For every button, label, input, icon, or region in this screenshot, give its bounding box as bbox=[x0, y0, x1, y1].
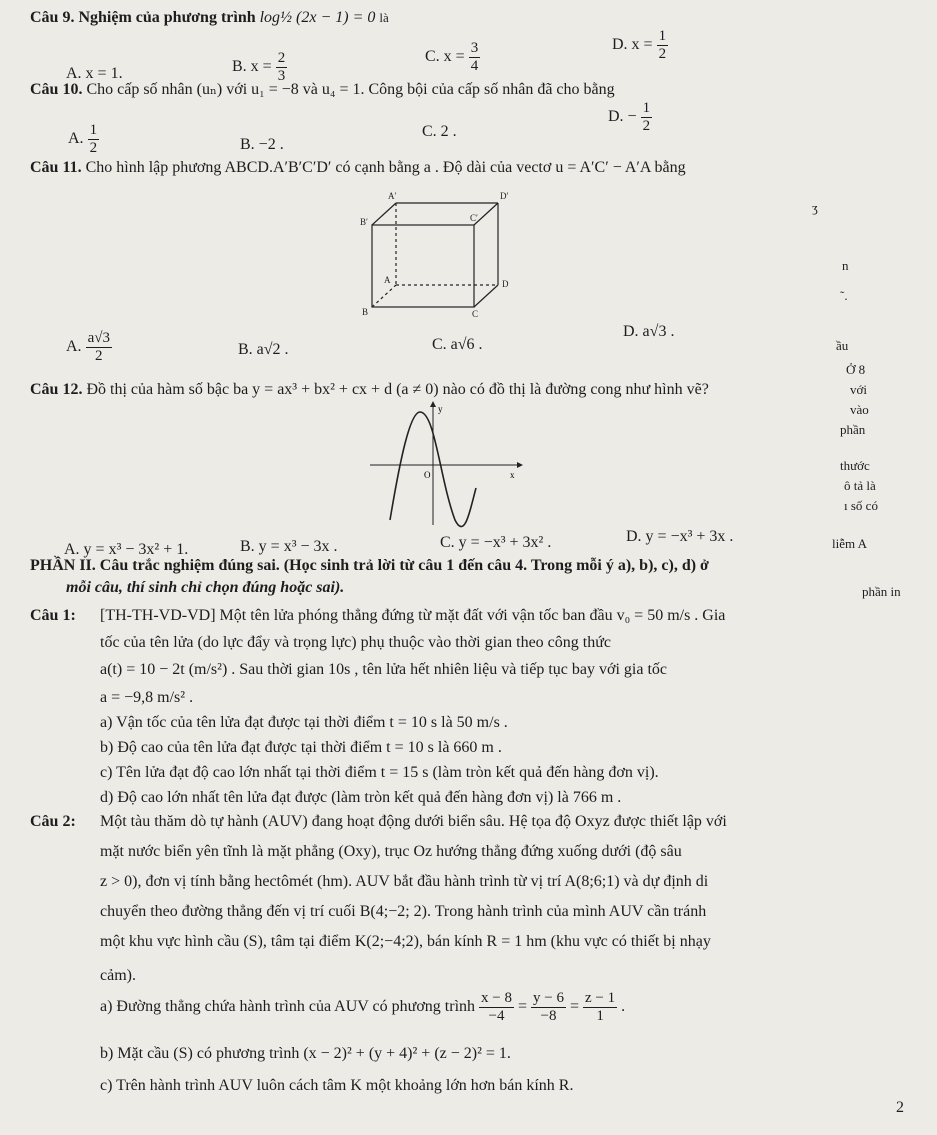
q9-option-d[interactable] bbox=[612, 28, 668, 63]
c2-fraction-x: $\frac{x - 8}{-4}$ bbox=[481, 990, 512, 1024]
q12-option-b[interactable]: B. y = x³ − 3x . bbox=[240, 538, 338, 555]
c1-line: a(t) = 10 − 2t (m/s²) . Sau thời gian 10s , tên lửa hết nhiên liệu và tiếp tục bay với gia tốc bbox=[100, 661, 667, 678]
margin-fragment: ầu bbox=[836, 338, 849, 353]
margin-fragment: phần in bbox=[862, 584, 901, 599]
q9-suffix: là bbox=[379, 10, 389, 25]
q11-option-c[interactable]: C. a√6 . bbox=[432, 336, 483, 353]
q11-option-d[interactable]: D. a√3 . bbox=[623, 323, 675, 340]
margin-fragment: ô tả là bbox=[844, 478, 876, 493]
q10-label: Câu 10. bbox=[30, 81, 83, 98]
c2-statement-a[interactable]: a) Đường thẳng chứa hành trình của AUV có phương trình $\frac{x - 8}{-4}$ = $\frac{y - 6}{-8}$ = $\frac{z - 1}{1}$ . bbox=[100, 990, 626, 1024]
c1-label: Câu 1: bbox=[30, 607, 76, 624]
margin-fragment: liễm A bbox=[832, 536, 868, 551]
c1-line: a = −9,8 m/s² . bbox=[100, 689, 194, 706]
graph-y-label: y bbox=[438, 404, 443, 414]
q12-option-c[interactable]: C. y = −x³ + 3x² . bbox=[440, 534, 552, 551]
q9-text: Nghiệm của phương trình bbox=[78, 9, 256, 26]
cube-label-c: C bbox=[472, 309, 479, 319]
q11-stem bbox=[30, 158, 686, 178]
q11-option-a-fraction: $\frac{a√3}{2}$ bbox=[87, 330, 110, 364]
c2-statement-b[interactable]: b) Mặt cầu (S) có phương trình (x − 2)² + (y + 4)² + (z − 2)² = 1. bbox=[100, 1045, 511, 1062]
part2-heading-cont: mỗi câu, thí sinh chỉ chọn đúng hoặc sai). bbox=[66, 579, 345, 596]
q12-text: Đồ thị của hàm số bậc ba y = ax³ + bx² + cx + d (a ≠ 0) nào có đồ thị là đường cong như hình vẽ? bbox=[86, 381, 709, 398]
q9-option-d-prefix: D. x = bbox=[612, 36, 653, 54]
q10-option-d-fraction: $\frac{1}{2}$ bbox=[642, 100, 651, 134]
margin-fragment: Ở 8 bbox=[846, 362, 866, 377]
q10-option-d[interactable] bbox=[608, 100, 652, 135]
page-number: 2 bbox=[896, 1099, 904, 1116]
c2-line: mặt nước biển yên tĩnh là mặt phẳng (Oxy), trục Oz hướng thẳng đứng xuống dưới (độ sâu bbox=[100, 843, 682, 860]
q11-text: Cho hình lập phương ABCD.A′B′C′D′ có cạnh bằng a . Độ dài của vectơ u = A′C′ − A′A bằng bbox=[85, 159, 686, 176]
q9-label: Câu 9. bbox=[30, 9, 75, 26]
c2-statement-a-text: a) Đường thẳng chứa hành trình của AUV có phương trình bbox=[100, 998, 476, 1016]
margin-fragment: thước bbox=[840, 458, 870, 473]
q9-option-c-fraction: $\frac{3}{4}$ bbox=[470, 40, 479, 74]
c1-statement-d[interactable]: d) Độ cao lớn nhất tên lửa đạt được (làm tròn kết quả đến hàng đơn vị) là 766 m . bbox=[100, 789, 622, 806]
q10-option-a-prefix: A. bbox=[68, 130, 84, 148]
c2-line: Một tàu thăm dò tự hành (AUV) đang hoạt động dưới biển sâu. Hệ tọa độ Oxyz được thiết lập với bbox=[100, 813, 727, 830]
q9-option-a[interactable]: A. x = 1. bbox=[66, 65, 123, 82]
cube-label-a: A bbox=[384, 275, 391, 285]
q9-option-c[interactable] bbox=[425, 40, 480, 75]
cube-label-a-prime: A′ bbox=[388, 191, 397, 201]
part2-heading: PHẦN II. Câu trắc nghiệm đúng sai. (Học sinh trả lời từ câu 1 đến câu 4. Trong mỗi ý a), b), c), d) ở bbox=[30, 557, 709, 574]
c1-statement-a[interactable]: a) Vận tốc của tên lửa đạt được tại thời điểm t = 10 s là 50 m/s . bbox=[100, 714, 508, 731]
q10-option-a[interactable] bbox=[68, 122, 99, 157]
q12-option-a[interactable]: A. y = x³ − 3x² + 1. bbox=[64, 541, 189, 558]
q10-option-c[interactable]: C. 2 . bbox=[422, 123, 457, 140]
cube-front-face bbox=[372, 225, 474, 307]
q12-option-d[interactable]: D. y = −x³ + 3x . bbox=[626, 528, 734, 545]
q10-option-b[interactable]: B. −2 . bbox=[240, 136, 284, 153]
graph-x-label: x bbox=[510, 470, 515, 480]
c2-line: chuyển theo đường thẳng đến vị trí cuối B(4;−2; 2). Trong hành trình của mình AUV cần tránh bbox=[100, 903, 707, 920]
margin-fragment: phần bbox=[840, 422, 866, 437]
c2-label: Câu 2: bbox=[30, 813, 76, 830]
c2-fraction-y: $\frac{y - 6}{-8}$ bbox=[533, 990, 564, 1024]
c2-line: z > 0), đơn vị tính bằng hectômét (hm). AUV bắt đầu hành trình từ vị trí A(8;6;1) và dự định di bbox=[100, 873, 709, 890]
q11-option-a-prefix: A. bbox=[66, 338, 82, 356]
c2-line: một khu vực hình cầu (S), tâm tại điểm K(2;−4;2), bán kính R = 1 hm (khu vực có thiết bị nhạy bbox=[100, 933, 711, 950]
c1-statement-b[interactable]: b) Độ cao của tên lửa đạt được tại thời điểm t = 10 s là 660 m . bbox=[100, 739, 502, 756]
q9-option-b-fraction: $\frac{2}{3}$ bbox=[277, 50, 286, 84]
margin-fragment: với bbox=[850, 382, 867, 397]
graph-origin-label: O bbox=[424, 470, 431, 480]
margin-fragment: ʒ bbox=[812, 200, 818, 215]
cube-label-c-prime: C′ bbox=[470, 213, 478, 223]
q12-stem bbox=[30, 380, 709, 400]
q9-option-d-fraction: $\frac{1}{2}$ bbox=[658, 28, 667, 62]
c2-fraction-z: $\frac{z - 1}{1}$ bbox=[585, 990, 616, 1024]
q10-option-a-fraction: $\frac{1}{2}$ bbox=[89, 122, 98, 156]
cube-figure bbox=[330, 185, 530, 325]
q11-option-b[interactable]: B. a√2 . bbox=[238, 341, 289, 358]
q12-label: Câu 12. bbox=[30, 381, 83, 398]
c2-line: cảm). bbox=[100, 967, 136, 984]
q9-option-c-prefix: C. x = bbox=[425, 48, 465, 66]
c1-statement-c[interactable]: c) Tên lửa đạt độ cao lớn nhất tại thời điểm t = 15 s (làm tròn kết quả đến hàng đơn vị). bbox=[100, 764, 659, 781]
c2-statement-c[interactable]: c) Trên hành trình AUV luôn cách tâm K một khoảng lớn hơn bán kính R. bbox=[100, 1077, 574, 1094]
cube-label-d: D bbox=[502, 279, 509, 289]
q11-label: Câu 11. bbox=[30, 159, 82, 176]
cube-label-d-prime: D′ bbox=[500, 191, 509, 201]
q9-stem bbox=[30, 8, 389, 28]
c1-line: [TH-TH-VD-VD] Một tên lửa phóng thẳng đứng từ mặt đất với vận tốc ban đầu v₀ = 50 m/s . Gia bbox=[100, 607, 726, 624]
q10-text: Cho cấp số nhân (uₙ) với u₁ = −8 và u₄ = 1. Công bội của cấp số nhân đã cho bằng bbox=[86, 81, 615, 98]
q9-equation: log½ (2x − 1) = 0 bbox=[259, 9, 376, 26]
q11-option-a[interactable] bbox=[66, 330, 112, 365]
c1-line: tốc của tên lửa (do lực đẩy và trọng lực) phụ thuộc vào thời gian theo công thức bbox=[100, 634, 611, 651]
cube-label-b-prime: B′ bbox=[360, 217, 368, 227]
q9-option-b-prefix: B. x = bbox=[232, 58, 272, 76]
margin-fragment: ı số có bbox=[844, 498, 878, 513]
margin-fragment: vào bbox=[850, 402, 869, 417]
margin-fragment: ˜. bbox=[840, 288, 848, 303]
q10-stem bbox=[30, 80, 615, 100]
q10-option-d-prefix: D. − bbox=[608, 108, 637, 126]
cube-label-b: B bbox=[362, 307, 369, 317]
margin-fragment: n bbox=[842, 258, 849, 273]
cubic-graph bbox=[360, 400, 540, 530]
